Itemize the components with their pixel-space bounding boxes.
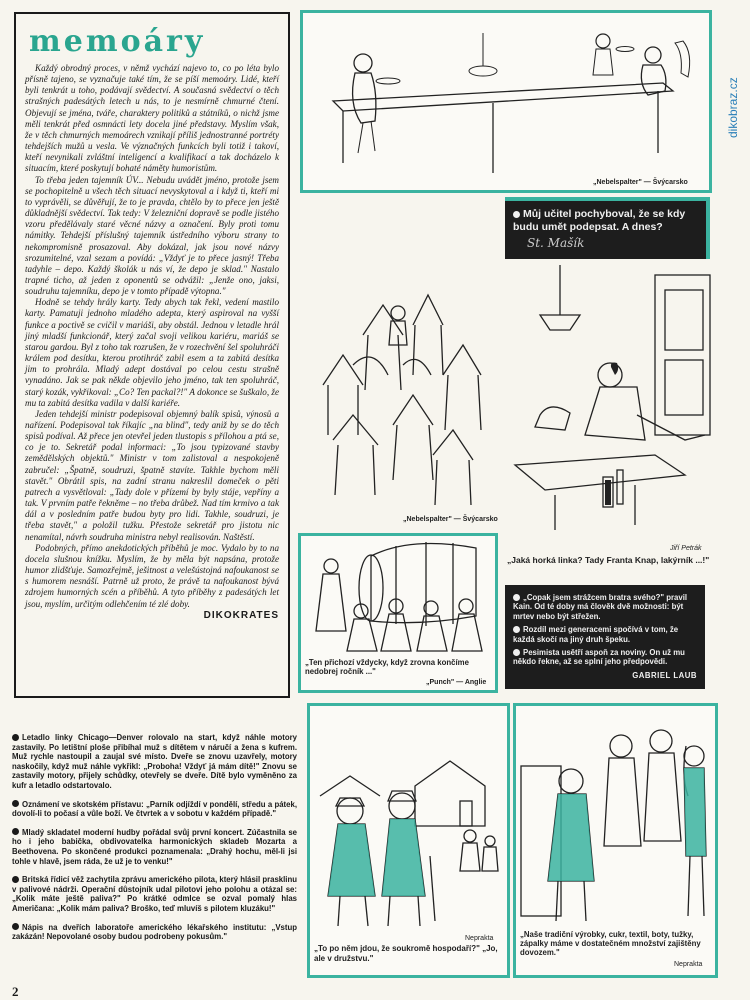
- aphorism-author: GABRIEL LAUB: [632, 670, 697, 680]
- aphorism-item: Pesimista usětří aspoň za noviny. On už mu někdo řekne, až se splní jeho předpovědi.: [513, 648, 685, 667]
- memoir-column: [14, 12, 290, 698]
- aphorism-item: Rozdíl mezi generacemi spočívá v tom, že každá skočí na jiný druh špeku.: [513, 625, 679, 644]
- news-item: Nápis na dveřích laboratoře amerického lékařského institutu: „Vstup zakázán! Nepovolané osoby budou podrobeny pokusům.": [12, 922, 297, 942]
- cartoon-shop-drawing: [516, 706, 715, 928]
- cartoon-caption: „Ten přichozí vždycky, když zrovna končíme nedobrej ročník ...": [305, 658, 469, 676]
- bullet-icon: [12, 876, 19, 883]
- news-list: [12, 733, 297, 978]
- cartoon-village-drawing: [310, 706, 507, 934]
- bullet-icon: [12, 923, 19, 930]
- memoir-paragraph: Každý obrodný proces, v němž vychází najevo to, co po léta bylo přísně tajeno, se vyznačuje také tím, že se píší memoáry. Lidé, kteří byli tenkrát u toho, podávají svědectví. A současná svědectví o těch strašných padesátých letech u nás, to je nesmírně chmurné čtení. Objevují se jména, tváře, charaktery politiků a státníků, o nichž jsme měli tenkrát před osmnácti lety docela jiné představy. Myslím však, že v těch chmurných memoárech vznikají příliš jednostranné portréty tehdejších mužů u vesla. Ve význačných funkcích byli totiž i takoví, kteří nevynikali zvláštní inteligencí a kvalifikací a tak docházelo k situacím, které poskytují bohaté náměty humoristům.: [25, 63, 279, 174]
- news-item: Mladý skladatel moderní hudby pořádal svůj první koncert. Zúčastnila se ho i jeho babička, obdivovatelka harmonických skladeb Mozarta a Beethovena. Po skončené produkci poznamenala: „Drahý hochu, měl-li jsi tohle v hlavě, jsem ráda, že už je to venku!": [12, 827, 297, 866]
- cartoon-telephone-drawing: [505, 265, 715, 540]
- memoir-paragraph: Hodně se tehdy hrály karty. Tedy abych tak řekl, vedení mastilo karty. Pamatuji jednoho mladého adepta, který aspiroval na vyšší funkce a poctivě se cvičil v mariáši, aby obstál. Jednou v letadle hrál jiný mladší funkcionář, který začal svoji velikou kariéru, mariáš se starou gardou. Byl z toho tak rozrušen, že v rozechvění šel spoluhráči králem pod desítku, kterou protihráč zabil esem a ta zabitá desítka jim to prohrála. Mladý adept dostával po celou cestu strašně vynadáno. Jak se pak někde objevilo jeho jméno, tak ten spoluhráč, starý kozák, vykřikoval: „Co? Ten packal?!" A dokonce se šuškalo, že mu ta zabitá desítka vadila v další kariéře.: [25, 297, 279, 408]
- cartoon-chairs: [303, 265, 498, 530]
- bullet-icon: [513, 594, 520, 601]
- news-item: Britská řídicí věž zachytila zprávu amerického pilota, který hlásil prasklinu v palivové nádrži. Operační důstojník udal pilotovi jeho polohu a otázal se: „Kolik máte ještě paliva?" Po krátké odmlce se ozval pomalý hlas Američana: „Kolik mám paliva? Broško, teď mluvíš s pilotem kluzáku!": [12, 875, 297, 913]
- cartoon-credit: Neprakta: [674, 961, 703, 968]
- memoir-paragraph: Podobných, přímo anekdotických příběhů je moc. Vydalo by to na docela slušnou knížku. Myslím, že by měla být napsána, protože humor zlidšťuje. Samozřejmě, ješitnost a velešústojná nafoukanost se s humorem nesnáší. Patrně už proto, že právě ta nafoukanost bývá zdrojem humorných scén a příběhů. A tyto příběhy z padesátých let jsou, myslím, určitým odlehčením té zlé doby.: [25, 542, 279, 609]
- cartoon-dinner-table: [300, 10, 712, 193]
- quote-text: Můj učitel pochyboval, že se kdy budu umět podepsat. A dnes?: [513, 208, 686, 233]
- cartoon-telephone: [505, 265, 715, 580]
- news-item: Letadlo linky Chicago—Denver rolovalo na start, když náhle motory zastavily. Po letištní ploše přibíhal muž s dítětem v náručí a žena s kufrem. Muž rychle nastoupil a zaujal své místo. Dveře se znovu uzavřely, motory naskočily, když muž náhle vykřikl: „Proboha! Vždyť já mám dítě!" Znovu se zastavily motory, přijely schůdky, otevřely se dveře. Dítě bylo vyměněno za kufr a letadlo odstartovalo.: [12, 733, 297, 790]
- bullet-icon: [513, 211, 520, 218]
- cartoon-wine-cellar: [298, 533, 498, 693]
- page-number: 2: [12, 984, 19, 999]
- cartoon-caption: „Naše tradiční výrobky, cukr, textil, boty, tužky, zápalky máme v dostatečném množství zajištěny dovozem.": [520, 930, 701, 958]
- bullet-icon: [12, 734, 19, 741]
- cartoon-credit: „Punch" — Anglie: [426, 679, 487, 686]
- cartoon-wine-drawing: [301, 536, 495, 654]
- handwritten-signature: St. Mašík: [527, 236, 585, 250]
- news-item: Oznámení ve skotském přístavu: „Parník odjíždí v pondělí, středu a pátek, dovolí-li to počasí a vůle boží. Ve čtvrtek a v sobotu v každém případě.": [12, 799, 297, 819]
- cartoon-caption: „Jaká horká linka? Tady Franta Knap, lakýrník ...!": [507, 555, 710, 565]
- cartoon-caption: „To po něm jdou, že soukromě hospodaří?" „Jo, ale v družstvu.": [314, 944, 498, 963]
- bullet-icon: [513, 649, 520, 656]
- cartoon-shop: [513, 703, 718, 978]
- aphorism-item: „Copak jsem strážcem bratra svého?" pravil Kain. Od té doby má člověk dvě možnosti: být mrtev nebo být střežen.: [513, 593, 688, 621]
- bullet-icon: [513, 626, 520, 633]
- bullet-icon: [12, 828, 19, 835]
- cartoon-chairs-drawing: [303, 265, 498, 510]
- aphorisms-box: [505, 585, 705, 689]
- cartoon-dinner-drawing: [303, 13, 709, 190]
- memoir-paragraph: To třeba jeden tajemník ÚV... Nebudu uvádět jméno, protože jsem se pochopitelně u všech těch situací nevyskytoval a i když ti, kteří mi to vyprávěli, se důvěřují, že to je pravda, chtělo by to přece jen ještě důkladnější svědectví. Tak tedy: V železniční dopravě se podle jistého vzoru předělávaly staré věcné názvy a označení. Byly proti tomu námitky. Tehdejší příslušný tajemník ústředního výboru strany to nekompromisně prosazoval. Aby dokázal, jak jsou nové názvy srozumitelné, vzal sezam a povídá: „Vždyť je to přece jasný! Třeba tadyhle – depo. Každý školák u nás ví, že depo je sklad." Nastalo trapné ticho, až jeden z oponentů se odvážil: „Jenže ono, jaksi, soudruhu tajemníku, depo je v tomto případě výtopna.": [25, 174, 279, 297]
- quote-box: [505, 197, 710, 259]
- memoir-title: memoáry: [29, 24, 206, 59]
- cartoon-village: [307, 703, 510, 978]
- site-watermark: dikobraz.cz: [726, 77, 740, 138]
- bullet-icon: [12, 800, 19, 807]
- cartoon-credit: „Nebelspalter" — Švýcarsko: [403, 516, 498, 523]
- cartoon-credit: Neprakta: [465, 935, 494, 942]
- memoir-signature: DIKOKRATES: [203, 609, 279, 621]
- cartoon-credit: „Nebelspalter" — Švýcarsko: [593, 179, 688, 186]
- memoir-paragraph: Jeden tehdejší ministr podepisoval objemný balík spisů, výnosů a nařízení. Podepisoval tak říkajíc „na blind", tedy aniž by se do těch spisů podíval. Až přece jen otevřel jeden tlustopis s přílohou a ptá se, co je to. Sekretář podal informaci: „To jsou typizované stavby zemědělských objektů." Ministr v tom zalistoval a nespokojeně zabručel: „Špatně, soudruzi, špatně stavíte. Takhle bychom měli stavět." Obrátil spis, na zadní stranu nakreslil domeček o pěti patrech a vysvětloval: „Tady dole v přízemí by byly stáje, vepříny a tak. V prvním patře řekněme – no třeba drůbež. Nad tím krmivo a tak dál a v posledním patře budou byty pro lidi. Takhle, soudruzi, je třeba stavět," a položil tužku. Přestože sekretář pro jistotu nic nenamítal, návrh soudruha ministra nebyl realisován. Naštěstí.: [25, 408, 279, 542]
- cartoon-author: Jiří Petrák: [670, 545, 702, 552]
